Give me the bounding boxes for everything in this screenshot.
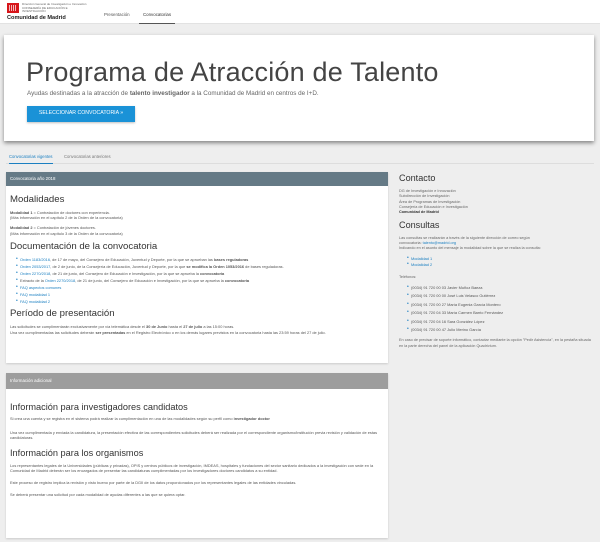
doc-text: , de 21 de junio, del Consejero de Educación e Investigación, por la que se aprueba la	[75, 277, 225, 283]
doc-text: , de 2 de junio, de la Consejería de Educación, Juventud y Deporte, por la que	[50, 263, 187, 269]
periodo-line-2	[10, 330, 384, 335]
info-text: Si crea una cuenta y se registra en el sistema podrá realizar la cumplimentación en una de las modalidades según su perfil como	[10, 416, 234, 422]
periodo-text: hasta el	[167, 323, 184, 329]
contacto-heading: Contacto	[399, 173, 436, 183]
modalidad-2-note: (Más información en el capítulo 3 de la Orden de la convocatoria)	[10, 230, 123, 236]
comunidad-madrid-logo[interactable]	[7, 3, 19, 13]
modalidad-1-link[interactable]: Modalidad 1	[411, 255, 433, 261]
modalidad-2-label: Modalidad 2	[10, 225, 33, 231]
modalidades-heading: Modalidades	[10, 194, 65, 205]
subtitle-bold: talento investigador	[129, 90, 190, 97]
list-item	[20, 271, 384, 276]
doc-text: , de 21 de junio, del Consejero de Educación e Investigación, por la que se aprueba la	[50, 270, 200, 276]
doc-bold: se modifica la Orden 1053/2016	[186, 263, 245, 269]
nav-convocatorias[interactable]: Convocatorias	[139, 11, 175, 24]
contacto-details	[399, 189, 596, 215]
logo-line: CONSEJERÍA DE EDUCACIÓN E	[22, 5, 68, 10]
info-bold: investigador doctor	[233, 416, 270, 422]
logo-line: Dirección General de Investigación e Innovación	[22, 2, 87, 6]
list-item	[20, 292, 384, 297]
orden-1183-link[interactable]: Orden 1183/2016	[20, 256, 50, 262]
periodo-heading: Período de presentación	[10, 307, 115, 319]
convocatoria-panel	[6, 172, 388, 363]
consultas-heading: Consultas	[399, 219, 440, 230]
tab-vigentes[interactable]: Convocatorias vigentes	[9, 154, 53, 164]
convocatoria-tabs	[6, 151, 594, 164]
select-convocatoria-button[interactable]: SELECCIONAR CONVOCATORIA »	[27, 106, 135, 122]
panel-body	[6, 194, 388, 335]
investigadores-text-2: Una vez cumplimentada y enviada la candidatura, la presentación efectiva de las correspondientes solicitudes deberá ser realizada por el correspondiente organismo/institución previa revisión y validación de estas candidaturas.	[10, 429, 378, 440]
doc-bold: convocatoria	[199, 270, 225, 276]
modalidad-1-description: = Contratación de doctores con experiencia.	[32, 209, 110, 215]
periodo-text: a las 15:00 horas.	[202, 323, 235, 329]
orden-2053-link[interactable]: Orden 2053/2017	[20, 263, 51, 269]
documentacion-heading: Documentación de la convocatoria	[10, 241, 158, 252]
investigadores-heading: Información para investigadores candidatos	[10, 402, 188, 412]
contacto-line: Subdirección de Investigación	[399, 194, 450, 199]
periodo-text: Las solicitudes se cumplimentarán exclusivamente por vía telemática desde el	[10, 323, 147, 329]
faq-modalidad-2-link[interactable]: FAQ modalidad 2	[20, 298, 51, 304]
contacto-org: Comunidad de Madrid	[399, 209, 439, 214]
consultas-text: convocatoria:	[399, 241, 423, 246]
contacto-line: Área de Programas de Investigación	[399, 199, 461, 204]
doc-bold: convocatoria	[224, 277, 250, 283]
periodo-bold: ser presentadas	[95, 330, 126, 336]
list-item	[20, 264, 384, 269]
list-item: • (0034) 91 720 00 00 José Luis Velasco Gutiérrez	[411, 293, 596, 298]
organismos-text-3: Se deberá presentar una solicitud por cada modalidad de ayudas diferentes a las que se quiera optar.	[10, 492, 186, 498]
doc-text: , de 17 de mayo, del Consejero de Educación, Juventud y Deporte, por la que se aprueban las	[50, 256, 214, 262]
telefonos-label: Teléfonos:	[399, 274, 417, 279]
consultas-details	[399, 236, 596, 349]
list-item	[411, 262, 596, 267]
modalidad-1-note: (Más información en el capítulo 2 de la Orden de la convocatoria)	[10, 215, 123, 221]
list-item	[20, 257, 384, 262]
periodo-text: en el Registro Electrónico o en los demás lugares previstos en la convocatoria hasta las 23:59 horas del 27 de julio.	[125, 330, 326, 336]
info-adicional-panel	[6, 373, 388, 538]
nav-presentacion[interactable]: Presentación	[104, 12, 130, 17]
consultas-line: Indicando en el asunto del mensaje la modalidad sobre la que se realiza la consulta:	[399, 246, 541, 251]
panel-header: Convocatoria año 2018	[6, 172, 388, 186]
panel-header: Información adicional	[6, 373, 388, 389]
list-item: • (0034) 91 720 00 27 María Eugenia García Montero	[411, 302, 596, 307]
consultas-line: Las consultas se realizarán a través de la siguiente dirección de correo según	[399, 236, 530, 241]
periodo-line-1	[10, 324, 384, 329]
modalidad-2-description: = Contratación de jóvenes doctores.	[32, 225, 96, 231]
organismos-text-2: Este proceso de registro implica la revisión y visto bueno por parte de la DGII de los datos proporcionados por los representantes legales de las entidades vinculadas.	[10, 480, 297, 486]
orden-2270-link[interactable]: Orden 2270/2018	[20, 270, 51, 276]
organismos-heading: Información para los organismos	[10, 448, 144, 459]
faq-comunes-link[interactable]: FAQ aspectos comunes	[20, 284, 62, 290]
hero-card	[4, 35, 594, 141]
investigadores-text	[10, 416, 384, 421]
panel-body	[6, 401, 388, 498]
list-item	[20, 285, 384, 290]
consultas-email-link[interactable]: talento@madrid.org	[422, 241, 457, 246]
documentacion-list	[20, 257, 384, 304]
contacto-line: DG de Investigación e Innovación	[399, 189, 456, 194]
page-title: Programa de Atracción de Talento	[26, 57, 439, 87]
hero-subtitle	[27, 90, 319, 99]
org-name: Comunidad de Madrid	[7, 15, 66, 21]
faq-modalidad-1-link[interactable]: FAQ modalidad 1	[20, 291, 51, 297]
list-item: • (0034) 91 720 04 16 Sara González López	[411, 319, 596, 324]
modalidad-1-label: Modalidad 1	[10, 209, 33, 215]
periodo-start-date: 30 de Junio	[146, 323, 168, 329]
logo-line: INVESTIGACIÓN	[22, 9, 46, 14]
list-item	[20, 299, 384, 304]
list-item	[20, 278, 384, 283]
subtitle-text: Ayudas destinadas a la atracción de	[27, 90, 130, 97]
subtitle-text: a la Comunidad de Madrid en centros de I+D.	[189, 90, 319, 97]
top-bar	[0, 0, 600, 24]
doc-bold: bases reguladoras	[213, 256, 249, 262]
organismos-text-1: Los representantes legales de la Universidades (públicas y privadas), OPIS y centros públicos de investigación, IMDEAS, hospitales y fundaciones del sector sanitario dedicados a la investigación con sede en la Comunidad de Madrid deberán ser los encargados de presentar las candidaturas cumplimentadas por los investigadores doctores candidatos a su entidad.	[10, 462, 374, 473]
list-item: • (0034) 91 720 04 33 María Carmen Barrio Fernández	[411, 310, 596, 315]
list-item: • (0034) 91 720 00 47 Julio Merino García	[411, 327, 596, 332]
list-item	[411, 256, 596, 261]
periodo-text: Una vez cumplimentadas las solicitudes deberán	[10, 330, 96, 336]
doc-text: Extracto de la	[20, 277, 45, 283]
tab-anteriores[interactable]: Convocatorias anteriores	[64, 154, 111, 159]
list-item: • (0034) 91 720 00 03 Javier Muñoz Baeza	[411, 285, 596, 290]
sidebar	[399, 172, 596, 349]
doc-text: de bases reguladoras.	[244, 263, 284, 269]
soporte-text: En caso de precisar de soporte informático, contactar mediante la opción "Pedir Asistencia", en la pestaña situada en la parte derecha del panel de la aplicación Quadrivium.	[399, 338, 591, 348]
modalidad-2-link[interactable]: Modalidad 2	[411, 262, 433, 268]
consultas-modalidades-list	[411, 256, 596, 268]
logo-text	[22, 3, 92, 14]
telefonos-list	[411, 285, 596, 333]
contacto-line: Consejería de Educación e Investigación	[399, 204, 468, 209]
extracto-orden-link[interactable]: Orden 2270/2018	[44, 277, 76, 283]
periodo-end-date: 27 de julio	[183, 323, 203, 329]
